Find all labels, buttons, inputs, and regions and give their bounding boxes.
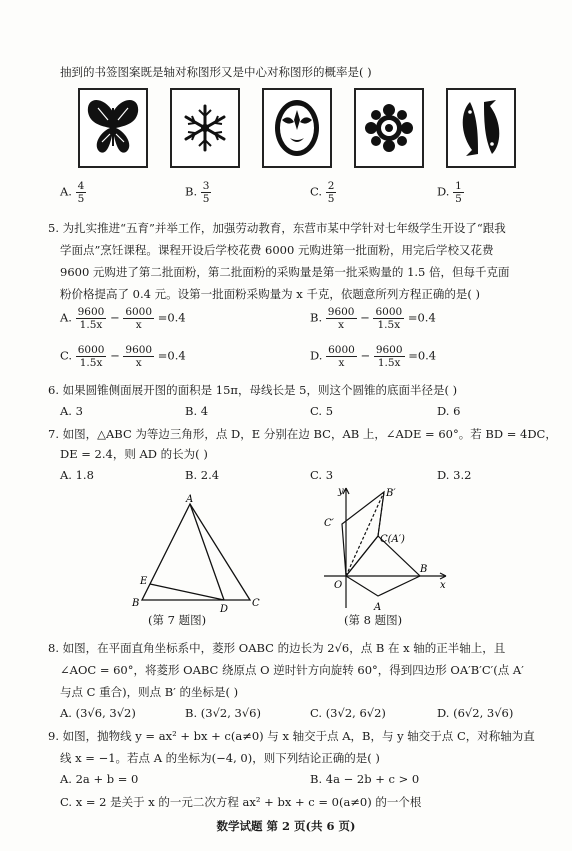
label-a: A bbox=[186, 494, 194, 505]
denominator: 1.5x bbox=[377, 319, 401, 331]
q7-option-c: C. 3 bbox=[310, 468, 334, 482]
q6-option-a: A. 3 bbox=[60, 404, 83, 418]
q8-caption: (第 8 题图) bbox=[344, 613, 403, 627]
numerator: 6000 bbox=[77, 344, 105, 356]
q4-option-c bbox=[310, 180, 336, 205]
numerator: 9600 bbox=[125, 344, 153, 356]
q9-option-c: C. x = 2 是关于 x 的一元二次方程 ax² + bx + c = 0(a≠0) 的一个根 bbox=[60, 795, 422, 809]
mask-icon bbox=[264, 90, 330, 166]
option-label: D. bbox=[437, 184, 450, 199]
axis-y-label: y bbox=[338, 486, 344, 497]
denominator: x bbox=[135, 357, 142, 369]
origin-label: O bbox=[334, 580, 343, 591]
numerator: 6000 bbox=[328, 344, 355, 356]
equation-rhs: =0.4 bbox=[157, 348, 186, 363]
denominator: 1.5x bbox=[79, 319, 103, 331]
fish-bookmark bbox=[446, 88, 516, 168]
numerator: 1 bbox=[455, 180, 462, 192]
q6-option-c: C. 5 bbox=[310, 404, 334, 418]
option-label: B. bbox=[310, 310, 323, 325]
q8-line-1: 8. 如图，在平面直角坐标系中，菱形 OABC 的边长为 2√6，点 B 在 x 轴的正半轴上，且 bbox=[48, 641, 506, 655]
q8-option-a: A. (3√6, 3√2) bbox=[60, 706, 136, 720]
q8-line-2: ∠AOC = 60°，将菱形 OABC 绕原点 O 逆时针方向旋转 60°，得到四边形 OA′B′C′(点 A′ bbox=[60, 663, 524, 677]
operator: − bbox=[360, 348, 371, 363]
q9-line-2: 线 x = −1。若点 A 的坐标为(−4, 0)，则下列结论正确的是( ) bbox=[60, 751, 380, 765]
equation-rhs: =0.4 bbox=[157, 310, 186, 325]
denominator: x bbox=[135, 319, 142, 331]
q5-line-4: 粉价格提高了 0.4 元。设第一批面粉采购量为 x 千克，依题意所列方程正确的是( ) bbox=[60, 287, 481, 301]
q5-line-2: 学面点”烹饪课程。课程开设后学校花费 6000 元购进第一批面粉，用完后学校又花费 bbox=[60, 243, 494, 257]
q4-option-b bbox=[185, 180, 211, 205]
q6-option-b: B. 4 bbox=[185, 404, 209, 418]
butterfly-icon bbox=[80, 90, 146, 166]
butterfly-bookmark bbox=[78, 88, 148, 168]
option-label: C. bbox=[60, 348, 73, 363]
numerator: 2 bbox=[327, 180, 335, 192]
q7-triangle-figure bbox=[120, 492, 270, 614]
fish-icon bbox=[448, 90, 514, 166]
snowflake-bookmark bbox=[170, 88, 240, 168]
q7-option-b: B. 2.4 bbox=[185, 468, 220, 482]
q4-stem: 抽到的书签图案既是轴对称图形又是中心对称图形的概率是( ) bbox=[60, 65, 372, 79]
numerator: 9600 bbox=[375, 344, 403, 356]
q9-option-b: B. 4a − 2b + c > 0 bbox=[310, 772, 420, 786]
option-label: D. bbox=[310, 348, 323, 363]
denominator: 5 bbox=[327, 193, 335, 205]
option-label: B. bbox=[185, 184, 198, 199]
q5-option-c bbox=[60, 344, 186, 369]
q6-option-d: D. 6 bbox=[437, 404, 461, 418]
axis-x-label: x bbox=[440, 580, 446, 591]
denominator: 5 bbox=[202, 193, 210, 205]
mask-bookmark bbox=[262, 88, 332, 168]
q8-option-b: B. (3√2, 3√6) bbox=[185, 706, 261, 720]
q4-option-a bbox=[60, 180, 86, 205]
label-b: B bbox=[420, 564, 428, 575]
q7-option-d: D. 3.2 bbox=[437, 468, 472, 482]
denominator: 1.5x bbox=[377, 357, 401, 369]
operator: − bbox=[360, 310, 370, 325]
operator: − bbox=[110, 348, 120, 363]
q8-coordinate-figure bbox=[316, 484, 452, 614]
denominator: 5 bbox=[455, 193, 462, 205]
equation-rhs: =0.4 bbox=[407, 310, 436, 325]
operator: − bbox=[110, 310, 120, 325]
numerator: 4 bbox=[77, 180, 85, 192]
q8-option-d: D. (6√2, 3√6) bbox=[437, 706, 514, 720]
denominator: 1.5x bbox=[79, 357, 103, 369]
q7-line-1: 7. 如图，△ABC 为等边三角形，点 D，E 分别在边 BC，AB 上，∠ADE = 60°。若 BD = 4DC， bbox=[48, 427, 557, 441]
denominator: x bbox=[338, 319, 345, 331]
q9-line-1: 9. 如图，抛物线 y = ax² + bx + c(a≠0) 与 x 轴交于点 A，B，与 y 轴交于点 C，对称轴为直 bbox=[48, 729, 535, 743]
label-c-a-prime: C(A′) bbox=[380, 534, 405, 545]
option-label: A. bbox=[60, 184, 72, 199]
numerator: 3 bbox=[202, 180, 210, 192]
q5-option-b bbox=[310, 306, 436, 331]
label-d: D bbox=[220, 604, 229, 614]
label-a: A bbox=[374, 602, 382, 613]
q9-option-a: A. 2a + b = 0 bbox=[60, 772, 139, 786]
option-label: C. bbox=[310, 184, 323, 199]
numerator: 9600 bbox=[327, 306, 355, 318]
denominator: 5 bbox=[77, 193, 85, 205]
numerator: 6000 bbox=[125, 306, 153, 318]
q8-line-3: 与点 C 重合)，则点 B′ 的坐标是( ) bbox=[60, 685, 239, 699]
label-c: C bbox=[252, 598, 260, 609]
label-b: B bbox=[132, 598, 140, 609]
flower-icon bbox=[356, 90, 422, 166]
q5-option-a bbox=[60, 306, 186, 331]
snowflake-icon bbox=[172, 90, 238, 166]
option-label: A. bbox=[60, 310, 72, 325]
label-e: E bbox=[140, 576, 148, 587]
q7-caption: (第 7 题图) bbox=[148, 613, 207, 627]
equation-rhs: =0.4 bbox=[408, 348, 437, 363]
q8-option-c: C. (3√2, 6√2) bbox=[310, 706, 386, 720]
q5-option-d bbox=[310, 344, 436, 369]
q7-option-a: A. 1.8 bbox=[60, 468, 94, 482]
denominator: x bbox=[338, 357, 345, 369]
q5-line-1: 5. 为扎实推进“五育”并举工作，加强劳动教育，东营市某中学针对七年级学生开设了“跟我 bbox=[48, 221, 506, 235]
page-footer: 数学试题 第 2 页(共 6 页) bbox=[216, 819, 356, 833]
flower-bookmark bbox=[354, 88, 424, 168]
label-c-prime: C′ bbox=[324, 518, 334, 529]
numerator: 9600 bbox=[77, 306, 105, 318]
q7-line-2: DE = 2.4，则 AD 的长为( ) bbox=[60, 447, 208, 461]
q6-stem: 6. 如果圆锥侧面展开图的面积是 15π，母线长是 5，则这个圆锥的底面半径是( ) bbox=[48, 383, 458, 397]
label-b-prime: B′ bbox=[386, 488, 396, 499]
q5-line-3: 9600 元购进了第二批面粉，第二批面粉的采购量是第一批采购量的 1.5 倍，但每千克面 bbox=[60, 265, 510, 279]
numerator: 6000 bbox=[375, 306, 403, 318]
q4-option-d bbox=[437, 180, 464, 205]
